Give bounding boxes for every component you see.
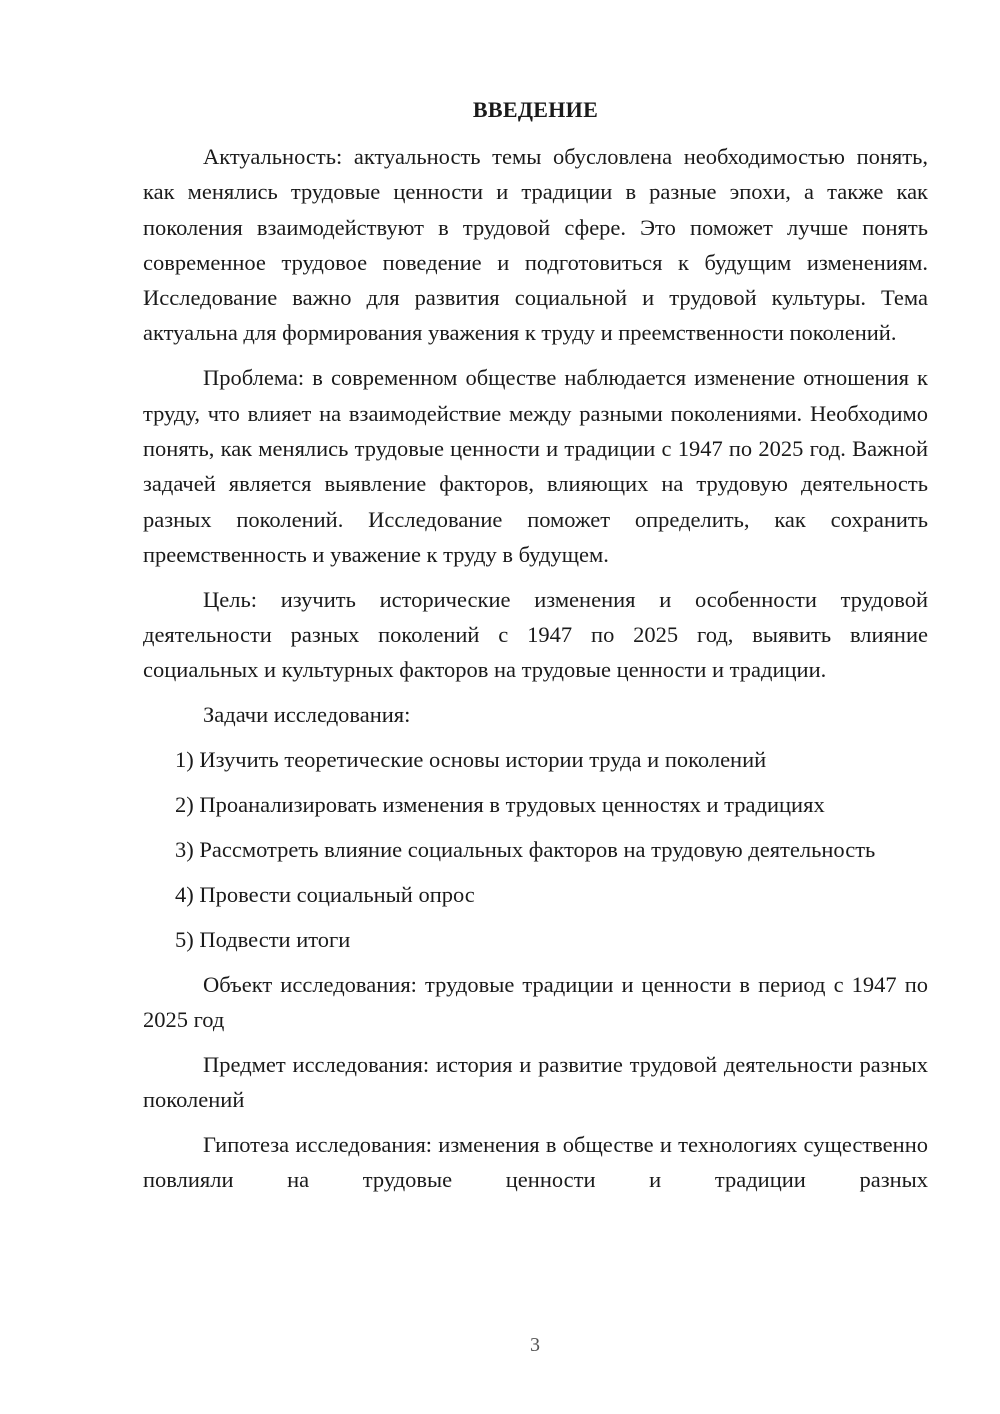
document-page xyxy=(143,95,928,1207)
paragraph-goal: Цель: изучить исторические изменения и особенности трудовой деятельности разных поколений с 1947 по 2025 год, выявить влияние социальных и культурных факторов на трудовые ценности и традиции. xyxy=(143,586,928,683)
tasks-heading: Задачи исследования: xyxy=(203,702,411,728)
task-item: 2) Проанализировать изменения в трудовых ценностях и традициях xyxy=(175,792,825,818)
page-number: 3 xyxy=(530,1334,540,1356)
paragraph-hypothesis: Гипотеза исследования: изменения в обществе и технологиях существенно повлияли на трудовые ценности и традиции разных xyxy=(143,1131,928,1193)
paragraph-relevance: Актуальность: актуальность темы обусловлена необходимостью понять, как менялись трудовые ценности и традиции в разные эпохи, а также как поколения взаимодействуют в трудовой сфере. Это поможет лучше понять современное трудовое поведение и подготовиться к будущим изменениям. Исследование важно для развития социальной и трудовой культуры. Тема актуальна для формирования уважения к труду и преемственности поколений. xyxy=(143,144,928,346)
paragraph-object: Объект исследования: трудовые традиции и ценности в период с 1947 по 2025 год xyxy=(143,971,928,1032)
section-title: ВВЕДЕНИЕ xyxy=(472,97,599,122)
task-item: 3) Рассмотреть влияние социальных факторов на трудовую деятельность xyxy=(175,836,876,862)
task-item: 1) Изучить теоретические основы истории труда и поколений xyxy=(175,747,767,773)
paragraph-subject: Предмет исследования: история и развитие трудовой деятельности разных поколений xyxy=(143,1051,928,1113)
paragraph-problem: Проблема: в современном обществе наблюдается изменение отношения к труду, что влияет на взаимодействие между разными поколениями. Необходимо понять, как менялись трудовые ценности и традиции с 1947 по 2025 год. Важной задачей является выявление факторов, влияющих на трудовую деятельность разных поколений. Исследование поможет определить, как сохранить преемственность и уважение к труду в будущем. xyxy=(143,365,928,567)
task-item: 5) Подвести итоги xyxy=(175,926,351,952)
task-item: 4) Провести социальный опрос xyxy=(175,881,475,907)
